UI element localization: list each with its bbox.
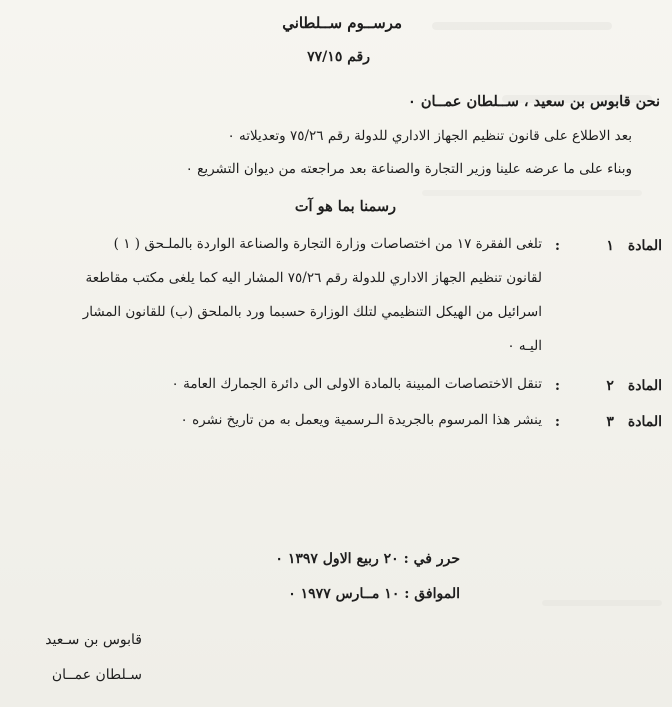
article-label <box>606 378 662 394</box>
article-text-line: اسرائيل من الهيكل التنظيمي لتلك الوزارة حسبما ورد بالملحق (ب) للقانون المشار <box>82 304 542 320</box>
bleed-through-mark <box>432 22 612 30</box>
article-colon: : <box>554 238 560 254</box>
preamble-line: وبناء على ما عرضه علينا وزير التجارة والصناعة بعد مراجعته من ديوان التشريع ٠ <box>185 161 632 177</box>
article-text-line: ينشر هذا المرسوم بالجريدة الـرسمية ويعمل به من تاريخ نشره ٠ <box>180 412 542 428</box>
article-number: ٢ <box>606 378 614 394</box>
decreed-heading: رسمنا بما هو آت <box>294 198 396 215</box>
article-label-text: المادة <box>627 238 662 254</box>
bleed-through-mark <box>542 600 662 606</box>
article-text-line: تنقل الاختصاصات المبينة بالمادة الاولى الى دائرة الجمارك العامة ٠ <box>171 376 542 392</box>
article-colon: : <box>554 378 560 394</box>
article-label <box>606 414 662 430</box>
article-label-text: المادة <box>627 414 662 430</box>
decree-title: مرســوم ســلطاني <box>282 14 402 32</box>
article-label <box>606 238 662 254</box>
article-label-text: المادة <box>627 378 662 394</box>
gregorian-date: الموافق : ١٠ مــارس ١٩٧٧ ٠ <box>288 586 460 602</box>
signature-title: سـلطان عمــان <box>51 667 142 683</box>
article-text-line: لقانون تنظيم الجهاز الاداري للدولة رقم ٧٥/٢٦ المشار اليه كما يلغى مكتب مقاطعة <box>85 270 542 286</box>
article-number: ١ <box>606 238 614 254</box>
article-number: ٣ <box>606 414 614 430</box>
decree-number: رقم ٧٧/١٥ <box>307 49 370 65</box>
signature-name: قابوس بن سـعيد <box>45 632 142 648</box>
issuer-line: نحن قابوس بن سعيد ، ســلطان عمــان ٠ <box>407 93 660 110</box>
article-text-line: اليـه ٠ <box>507 338 542 354</box>
hijri-date: حرر في : ٢٠ ربيع الاول ١٣٩٧ ٠ <box>275 551 460 567</box>
article-text-line: تلغى الفقرة ١٧ من اختصاصات وزارة التجارة والصناعة الواردة بالملـحق ( ١ ) <box>113 236 542 252</box>
bleed-through-mark <box>422 190 642 196</box>
article-colon: : <box>554 414 560 430</box>
preamble-line: بعد الاطلاع على قانون تنظيم الجهاز الاداري للدولة رقم ٧٥/٢٦ وتعديلاته ٠ <box>227 128 632 144</box>
